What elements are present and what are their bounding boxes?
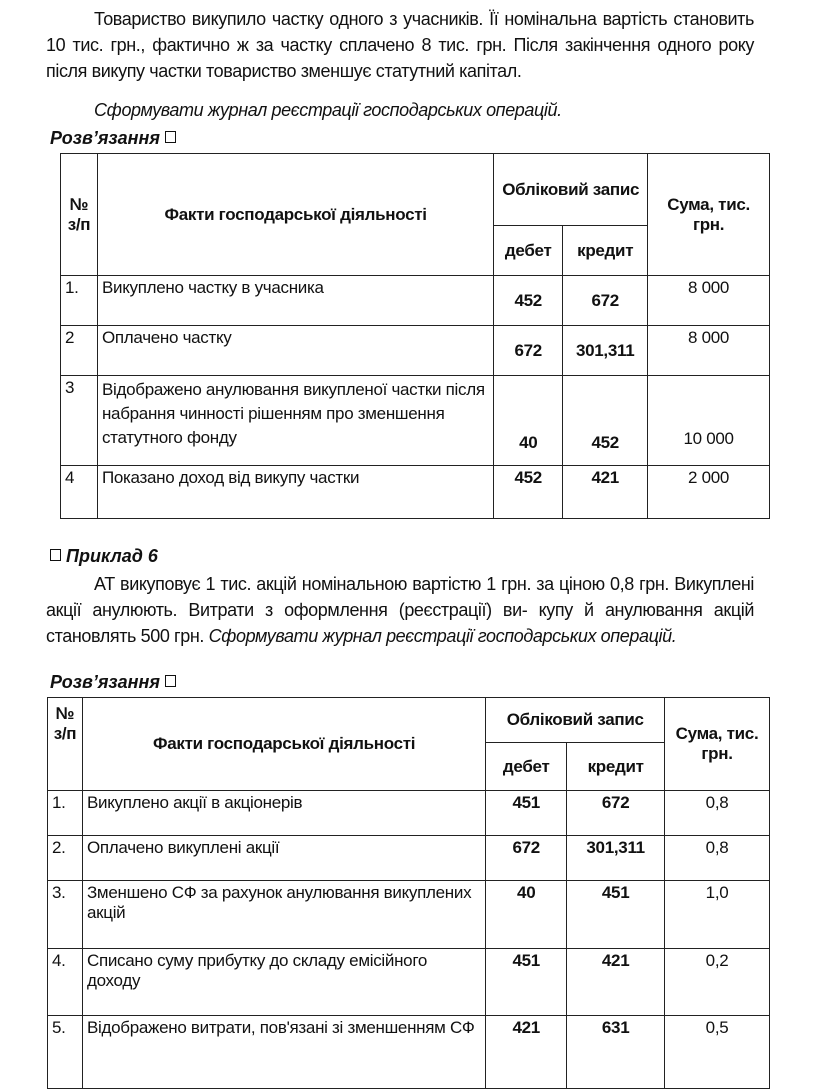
header-num: № з/п — [61, 154, 98, 276]
row-num: 3 — [61, 376, 98, 466]
row-sum: 2 000 — [648, 466, 770, 519]
row-credit: 301,311 — [567, 836, 665, 881]
header-debit: дебет — [494, 226, 563, 276]
row-debit: 672 — [494, 326, 563, 376]
row-num: 1. — [61, 276, 98, 326]
intro-paragraph — [46, 6, 754, 84]
example-task: Сформувати журнал реєстрації господарських операцій. — [208, 626, 677, 646]
table-row — [61, 376, 770, 466]
header-debit: дебет — [486, 743, 567, 791]
row-fact: Оплачено частку — [97, 326, 493, 376]
row-sum: 10 000 — [648, 376, 770, 466]
journal-table-1 — [60, 153, 770, 519]
row-sum: 0,8 — [665, 836, 770, 881]
row-num: 2. — [48, 836, 83, 881]
square-icon — [50, 549, 61, 561]
row-num: 1. — [48, 791, 83, 836]
header-facts: Факти господарської діяльності — [97, 154, 493, 276]
row-fact: Відображено анулювання викупленої частки після набрання чинності рішенням про зменшення статутного фонду — [97, 376, 493, 466]
solution-label: Розв’язання — [50, 128, 160, 148]
row-debit: 451 — [486, 791, 567, 836]
solution-heading-2 — [50, 672, 176, 693]
row-fact: Оплачено викуплені акції — [82, 836, 485, 881]
table-row — [61, 326, 770, 376]
row-debit: 421 — [486, 1016, 567, 1089]
header-entry: Обліковий запис — [486, 698, 665, 743]
header-facts: Факти господарської діяльності — [82, 698, 485, 791]
row-credit: 451 — [567, 881, 665, 949]
table-row — [48, 881, 770, 949]
table-row — [48, 1016, 770, 1089]
header-sum: Сума, тис. грн. — [665, 698, 770, 791]
table-row — [48, 836, 770, 881]
row-credit: 421 — [563, 466, 648, 519]
table-row — [48, 791, 770, 836]
row-sum: 8 000 — [648, 276, 770, 326]
row-debit: 451 — [486, 949, 567, 1016]
example-heading — [50, 546, 158, 567]
row-credit: 421 — [567, 949, 665, 1016]
intro-text: Товариство викупило частку одного з учасників. Її номінальна вартість становить 10 тис. грн., фактично ж за частку сплачено 8 тис. грн. Після закінчення одного року після викупу частки товариство зменшує статутний капітал. — [46, 9, 754, 81]
journal-table-2 — [47, 697, 770, 1089]
row-credit: 672 — [567, 791, 665, 836]
row-num: 2 — [61, 326, 98, 376]
row-num: 5. — [48, 1016, 83, 1089]
example-title: Приклад 6 — [66, 546, 158, 566]
row-fact: Зменшено СФ за рахунок анулювання викуплених акцій — [82, 881, 485, 949]
row-fact: Викуплено частку в учасника — [97, 276, 493, 326]
row-fact: Викуплено акції в акціонерів — [82, 791, 485, 836]
example-paragraph — [46, 571, 754, 649]
table-row — [61, 466, 770, 519]
row-sum: 1,0 — [665, 881, 770, 949]
row-debit: 452 — [494, 276, 563, 326]
row-sum: 8 000 — [648, 326, 770, 376]
row-debit: 40 — [486, 881, 567, 949]
row-credit: 452 — [563, 376, 648, 466]
solution-heading-1 — [50, 128, 176, 149]
row-debit: 40 — [494, 376, 563, 466]
row-credit: 301,311 — [563, 326, 648, 376]
square-icon — [165, 131, 176, 143]
intro-task-text: Сформувати журнал реєстрації господарських операцій. — [94, 100, 562, 120]
example-text: АТ викуповує 1 тис. акцій номінальною вартістю 1 грн. за ціною 0,8 грн. Викуплені акції анулюють. Витрати з оформлення (реєстрації) ви- купу й анулювання акцій становлять 500 грн. — [46, 574, 754, 646]
header-sum: Сума, тис. грн. — [648, 154, 770, 276]
row-fact: Відображено витрати, пов'язані зі зменшенням СФ — [82, 1016, 485, 1089]
row-num: 4 — [61, 466, 98, 519]
header-credit: кредит — [563, 226, 648, 276]
header-num: № з/п — [48, 698, 83, 791]
row-fact: Показано доход від викупу частки — [97, 466, 493, 519]
row-fact: Списано суму прибутку до складу емісійного доходу — [82, 949, 485, 1016]
row-debit: 672 — [486, 836, 567, 881]
header-entry: Обліковий запис — [494, 154, 648, 226]
solution-label: Розв’язання — [50, 672, 160, 692]
row-sum: 0,5 — [665, 1016, 770, 1089]
square-icon — [165, 675, 176, 687]
header-credit: кредит — [567, 743, 665, 791]
row-credit: 631 — [567, 1016, 665, 1089]
table-row — [61, 276, 770, 326]
row-sum: 0,2 — [665, 949, 770, 1016]
row-sum: 0,8 — [665, 791, 770, 836]
row-num: 3. — [48, 881, 83, 949]
row-num: 4. — [48, 949, 83, 1016]
row-credit: 672 — [563, 276, 648, 326]
row-debit: 452 — [494, 466, 563, 519]
intro-task — [46, 97, 754, 123]
table-row — [48, 949, 770, 1016]
